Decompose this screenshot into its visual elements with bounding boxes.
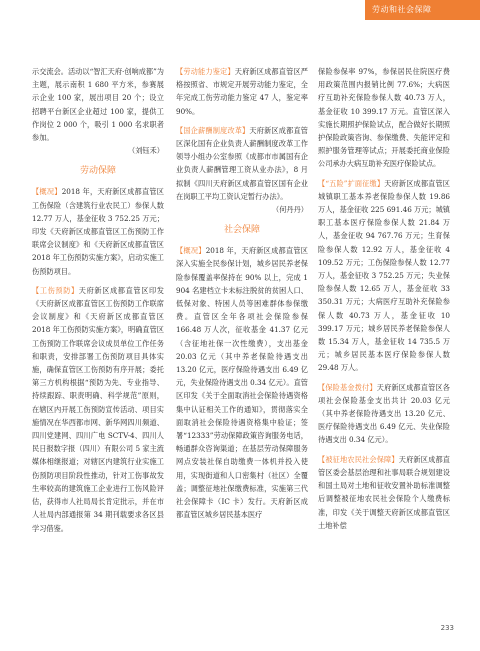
paragraph-text: 天府新区成都直管区各项社会保险基金支出共计 20.03 亿元（其中养老保险待遇支出 13.20 亿元、医疗保险待遇支出 6.49 亿元、失业保险待遇支出 0.34 亿元）。 <box>318 382 450 445</box>
paragraph <box>318 177 450 375</box>
paragraph: 示交流会。活动以“智汇天府·创响成都”为主题，展示南积 1 680 平方米，参赛展示企业 100 家，展出项目 20 个；设立招聘平台新区企业超过 100 家，提供工作岗位 2 000 个，吸引 1 000 名求职者参加。 <box>32 67 164 143</box>
paragraph-text: 天府新区成都直管区城镇职工基本养老保险参保人数 19.86 万人，基金征收 225 691.46 万元；城镇职工基本医疗保险参保人数 21.84 万人，基金征收 94 767.76 万元；生育保险参保人数 12.92 万人，基金征收 4 109.52 万元；工伤保险参保人数 12.77 万人，基金征收 3 752.25 万元；失业保险参保人数 12.65 万人，基金征收 33 350.31 万元；大病医疗互助补充保险参保人数 40.73 万人，基金征收 10 399.17 万元；城乡居民养老保险参保人数 15.34 万人，基金征收 14 735.5 万元；城乡居民基本医疗保险参保人数 29.48 万人。 <box>318 178 450 373</box>
paragraph-tag: 【概况】 <box>32 187 62 197</box>
paragraph <box>318 453 450 532</box>
paragraph-text: 天府新区成都直管区印发《天府新区成都直管区工伤预防工作联席会议制度》和《天府新区成都直管区 2018 年工伤预防实施方案》，明确直管区工伤预防工作联席会议成员单位工作任务和职责，安排部署工伤预防项目具体实施，确保直管区工伤预防有序开展；委托第三方机构根据“预防为先、专业指导、持续跟踪、职责明确、科学规范”原则，在辖区内开展工伤预防宣传活动、项目实施情况在华西都市网、新华网四川频道、四川党建网、四川广电 SCTV-4、四川人民日报数字报（四川）有限公司 5 家主流媒体相继报道；对辖区内建筑行业实施工伤预防项目阶段性推动，针对工伤事故发生率较高的建筑施工企业进行工伤风险评估，获得市人社局局长肯定批示，并在市人社局内部通报第 34 期刊载要求各区县学习借鉴。 <box>32 285 164 533</box>
paragraph-text: 天府新区成都直管区深化国有企业负责人薪酬制度改革工作领导小组办公室参照《成都市市属国有企业负责人薪酬管理工资从业办法》，8 月拟制《四川天府新区成都直管区国有企业在岗职工平均工资认定暂行办法》。 <box>176 125 308 201</box>
paragraph-text: 2018 年，天府新区成都直管区深入实施全民参保计划，城乡居民养老保险参保覆盖率保持在 90% 以上，完成 1 904 名建档立卡未标注脱贫的贫困人口、低保对象、特困人员等困难群体参保缴费。直管区全年各项社会保险参保 166.48 万人次，征收基金 41.37 亿元（含征地社保一次性缴费），支出基金 20.03 亿元（其中养老保险待遇支出 13.20 亿元，医疗保险待遇支出 6.49 亿元，失业保险待遇支出 0.34 亿元）。直管区印发《关于全面取消社会保险待遇资格集中认证相关工作的通知》，贯彻落实全面取消社会保险待遇资格集中验证；签署“12333”劳动保障政策咨询服务电话，畅通群众咨询渠道；在基层劳动保障服务网点安装社保自助缴费一体机并投入使用，实现街道和人口密集村（社区）全覆盖；调整征地社保缴费标准，实施第三代社会保障卡（IC 卡）发行。天府新区成都直管区城乡居民基本医疗 <box>176 246 308 520</box>
paragraph <box>176 124 308 203</box>
paragraph-text: 天府新区成都直管区严格按照省、市规定开展劳动能力鉴定，全年完成工伤劳动能力鉴定 47 人，鉴定率 90%。 <box>176 67 308 116</box>
column-2 <box>176 65 308 522</box>
paragraph <box>176 244 308 521</box>
paragraph-text: 2018 年，天府新区成都直管区工伤保险（含建筑行业农民工）参保人数 12.77 万人，基金征收 3 752.25 万元；印发《天府新区成都直管区工伤预防工作联席会议制度》和《天府新区成都直管区 2018 年工伤预防实施方案》，启动实施工伤预防项目。 <box>32 187 164 276</box>
paragraph-tag: 【保险基金拨付】 <box>318 382 377 392</box>
paragraph-tag: 【概况】 <box>176 246 206 256</box>
paragraph-tag: 【“五险”扩面征缴】 <box>318 178 385 188</box>
paragraph-tag: 【被征地农民社会保障】 <box>318 454 399 464</box>
paragraph-text: 天府新区成都直管区委会基层治理和社事局联合规划建设和国土局对土地和征收安置补助标准调整后调整被征地农民社会保险个人缴费标准，印发《关于调整天府新区成都直管区土地补偿 <box>318 454 450 530</box>
paragraph: 保险参保率 97%，参保居民住院医疗费用政策范围内报销比例 77.6%；大病医疗互助补充保险参保人数 40.73 万人，基金征收 10 399.17 万元。直管区深入实施长期照护保险试点，配合做好长期照护保险政策咨询、参保缴费、失能评定和照护服务管理等试点；开展委托商业保险公司承办大病互助补充医疗保险试点。 <box>318 67 450 169</box>
column-3 <box>318 65 450 532</box>
page-number: 233 <box>440 624 454 632</box>
paragraph <box>32 284 164 535</box>
paragraph-tag: 【国企薪酬制度改革】 <box>176 125 250 135</box>
author-credit: （何丹丹） <box>272 205 308 215</box>
section-title: 劳动保障 <box>79 166 116 177</box>
author-credit: （刘钰禾） <box>128 146 164 156</box>
paragraph-tag: 【劳动能力鉴定】 <box>176 67 235 76</box>
paragraph <box>176 65 308 118</box>
column-1 <box>32 65 164 535</box>
paragraph-tag: 【工伤预防】 <box>32 285 79 295</box>
running-header: 劳动和社会保障 <box>372 5 432 14</box>
paragraph <box>318 381 450 447</box>
section-title: 社会保障 <box>223 225 260 236</box>
paragraph <box>32 185 164 277</box>
